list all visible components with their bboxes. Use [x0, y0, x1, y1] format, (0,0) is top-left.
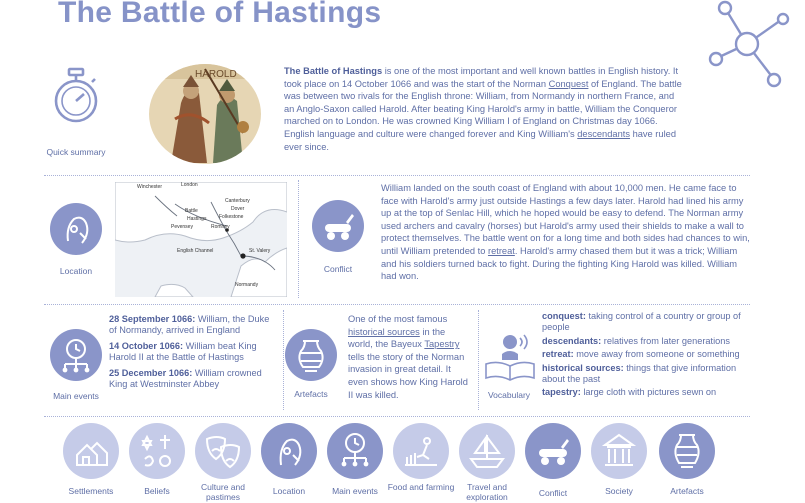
conflict-text-2: . Harold's army chased them but it was a trick; William and his soldiers turned back to fight. During the fighting King Harold was killed. William had won.	[381, 245, 738, 282]
main-events-icon	[327, 423, 383, 479]
event-text: William crowned King at Westminster Abbey	[109, 367, 262, 390]
location-map	[115, 182, 287, 297]
society-icon	[591, 423, 647, 479]
nav-location[interactable]	[261, 423, 317, 479]
nav-artefacts[interactable]	[659, 423, 715, 479]
artefacts-icon-badge	[285, 329, 337, 381]
map-label-romney: Romney	[211, 224, 230, 230]
conflict-cannon-icon	[525, 423, 581, 479]
vocabulary-list	[542, 311, 757, 401]
main-events-icon-badge	[50, 329, 102, 381]
nav-society-label: Society	[605, 486, 633, 496]
nav-travel-label: Travel and exploration	[466, 482, 508, 502]
vocab-def: taking control of a country or group of people	[542, 311, 741, 333]
vocabulary-label: Vocabulary	[487, 390, 531, 400]
vase-icon	[285, 329, 337, 381]
divider	[44, 304, 750, 305]
map-label-canterbury: Canterbury	[225, 198, 250, 204]
nav-artefacts-label: Artefacts	[670, 486, 704, 496]
map-label-london: London	[181, 182, 198, 188]
conflict-label: Conflict	[323, 264, 353, 274]
descendants-link[interactable]: descendants	[577, 128, 630, 139]
nav-conflict[interactable]	[525, 423, 581, 479]
map-label-normandy: Normandy	[235, 282, 259, 288]
location-icon-badge	[50, 203, 102, 255]
nav-conflict-label: Conflict	[538, 488, 568, 498]
vocab-def: large cloth with pictures sewn on	[580, 387, 717, 398]
map-label-st-valery: St. Valery	[249, 248, 271, 254]
conflict-text	[381, 182, 755, 283]
artefacts-label: Artefacts	[294, 389, 328, 399]
bayeux-tapestry-image	[147, 63, 265, 165]
main-events-icon	[50, 329, 102, 381]
event-date: 14 October 1066:	[109, 340, 184, 351]
retreat-link[interactable]: retreat	[487, 245, 515, 256]
nav-location-label: Location	[272, 486, 306, 496]
travel-ship-icon	[459, 423, 515, 479]
conflict-text-1: William landed on the south coast of England with about 10,000 men. He came face to face with Harold's army just outside Hastings a few days later. Harold had lined his army up at the top of Senlac Hill, which he hoped would be easy to defend. The Norman army used archers and cavalry (horses) but Harold's army used their shields to make a wall to protect themselves. The battle went on for a long time and both sides had chances to win, until William pretended to	[381, 183, 750, 256]
main-events-label: Main events	[53, 391, 99, 401]
conquest-link[interactable]: Conquest	[548, 78, 589, 89]
conflict-icon-badge	[312, 200, 364, 252]
network-icon	[705, 0, 801, 96]
topic-nav	[0, 421, 805, 503]
page-title: The Battle of Hastings	[58, 0, 382, 29]
summary-text-3: have ruled ever since.	[284, 128, 676, 152]
vocab-term: retreat:	[542, 349, 574, 360]
vocab-def: things that give information about the past	[542, 362, 737, 385]
artefacts-text-2: in the world, the Bayeux	[348, 326, 446, 350]
map-label-dover: Dover	[231, 206, 245, 212]
vocab-item	[542, 336, 757, 347]
location-icon	[261, 423, 317, 479]
map-label-english-channel: English Channel	[177, 248, 214, 254]
nav-culture-label: Culture and pastimes	[201, 482, 245, 502]
vocabulary-icon	[480, 330, 540, 382]
summary-lead: The Battle of Hastings	[284, 66, 383, 76]
event-item	[109, 314, 279, 337]
cannon-icon	[312, 200, 364, 252]
nav-beliefs[interactable]	[129, 423, 185, 479]
vocab-term: descendants:	[542, 335, 602, 346]
nav-beliefs-label: Beliefs	[144, 486, 170, 496]
vocab-def: relatives from later generations	[601, 335, 730, 346]
artefacts-text-3: tells the story of the Norman invasion in great detail. It even shows how King Harold II was killed.	[348, 351, 468, 400]
settlements-icon	[63, 423, 119, 479]
stopwatch-icon	[52, 66, 100, 126]
nav-food-farming[interactable]	[393, 423, 449, 479]
nav-travel[interactable]	[459, 423, 515, 479]
divider-vertical	[298, 180, 299, 298]
artefacts-text	[348, 313, 472, 401]
vocab-term: conquest:	[542, 311, 586, 321]
event-date: 25 December 1066:	[109, 367, 193, 378]
historical-sources-link[interactable]: historical sources	[348, 326, 420, 337]
nav-society[interactable]	[591, 423, 647, 479]
tapestry-link[interactable]: Tapestry	[424, 339, 460, 350]
event-date: 28 September 1066:	[109, 314, 196, 324]
vocab-item	[542, 349, 757, 360]
artefacts-text-1: One of the most famous	[348, 314, 448, 324]
event-text: William, the Duke of Normandy, arrived in England	[109, 314, 270, 336]
divider	[44, 416, 750, 417]
food-farming-icon	[393, 423, 449, 479]
nav-culture[interactable]	[195, 423, 251, 479]
beliefs-icon	[129, 423, 185, 479]
map-label-pevensey: Pevensey	[171, 224, 193, 230]
events-list	[109, 314, 279, 394]
vocab-item	[542, 363, 757, 386]
nav-settlements-label: Settlements	[68, 486, 114, 496]
quick-summary-label: Quick summary	[46, 147, 106, 157]
map-label-folkestone: Folkestone	[219, 214, 244, 220]
vocab-def: move away from someone or something	[573, 349, 740, 360]
vocab-item	[542, 311, 757, 334]
map-label-hastings: Hastings	[187, 216, 207, 222]
vocab-term: historical sources:	[542, 362, 624, 373]
quick-summary-text	[284, 65, 682, 153]
nav-settlements[interactable]	[63, 423, 119, 479]
nav-main-events[interactable]	[327, 423, 383, 479]
tapestry-caption: HAROLD	[195, 69, 237, 80]
nav-food-farming-label: Food and farming	[387, 482, 455, 492]
event-text: William beat King Harold II at the Battle of Hastings	[109, 340, 257, 363]
artefacts-vase-icon	[659, 423, 715, 479]
location-label: Location	[59, 266, 93, 276]
nav-main-events-label: Main events	[332, 486, 378, 496]
summary-text-2: of England. The battle was between two rivals for the English throne: William, from Normandy in northern France, and an Anglo-Saxon called Harold. After beating King Harold's army in battle, William the Conqueror marched on to London. He was crowned King William I of England on Christmas day 1066. English language and culture were changed forever and King William's	[284, 78, 682, 139]
vocab-term: tapestry:	[542, 387, 581, 398]
summary-text-1: is one of the most important and well known battles in English history. It took place on 14 October 1066 and was the start of the Norman	[284, 66, 679, 89]
culture-masks-icon	[195, 423, 251, 479]
location-icon	[50, 203, 102, 255]
map-label-winchester: Winchester	[137, 184, 163, 190]
map-label-battle: Battle	[185, 208, 198, 214]
divider	[44, 175, 750, 176]
event-item	[109, 341, 279, 364]
vocab-item	[542, 387, 757, 398]
event-item	[109, 368, 279, 391]
